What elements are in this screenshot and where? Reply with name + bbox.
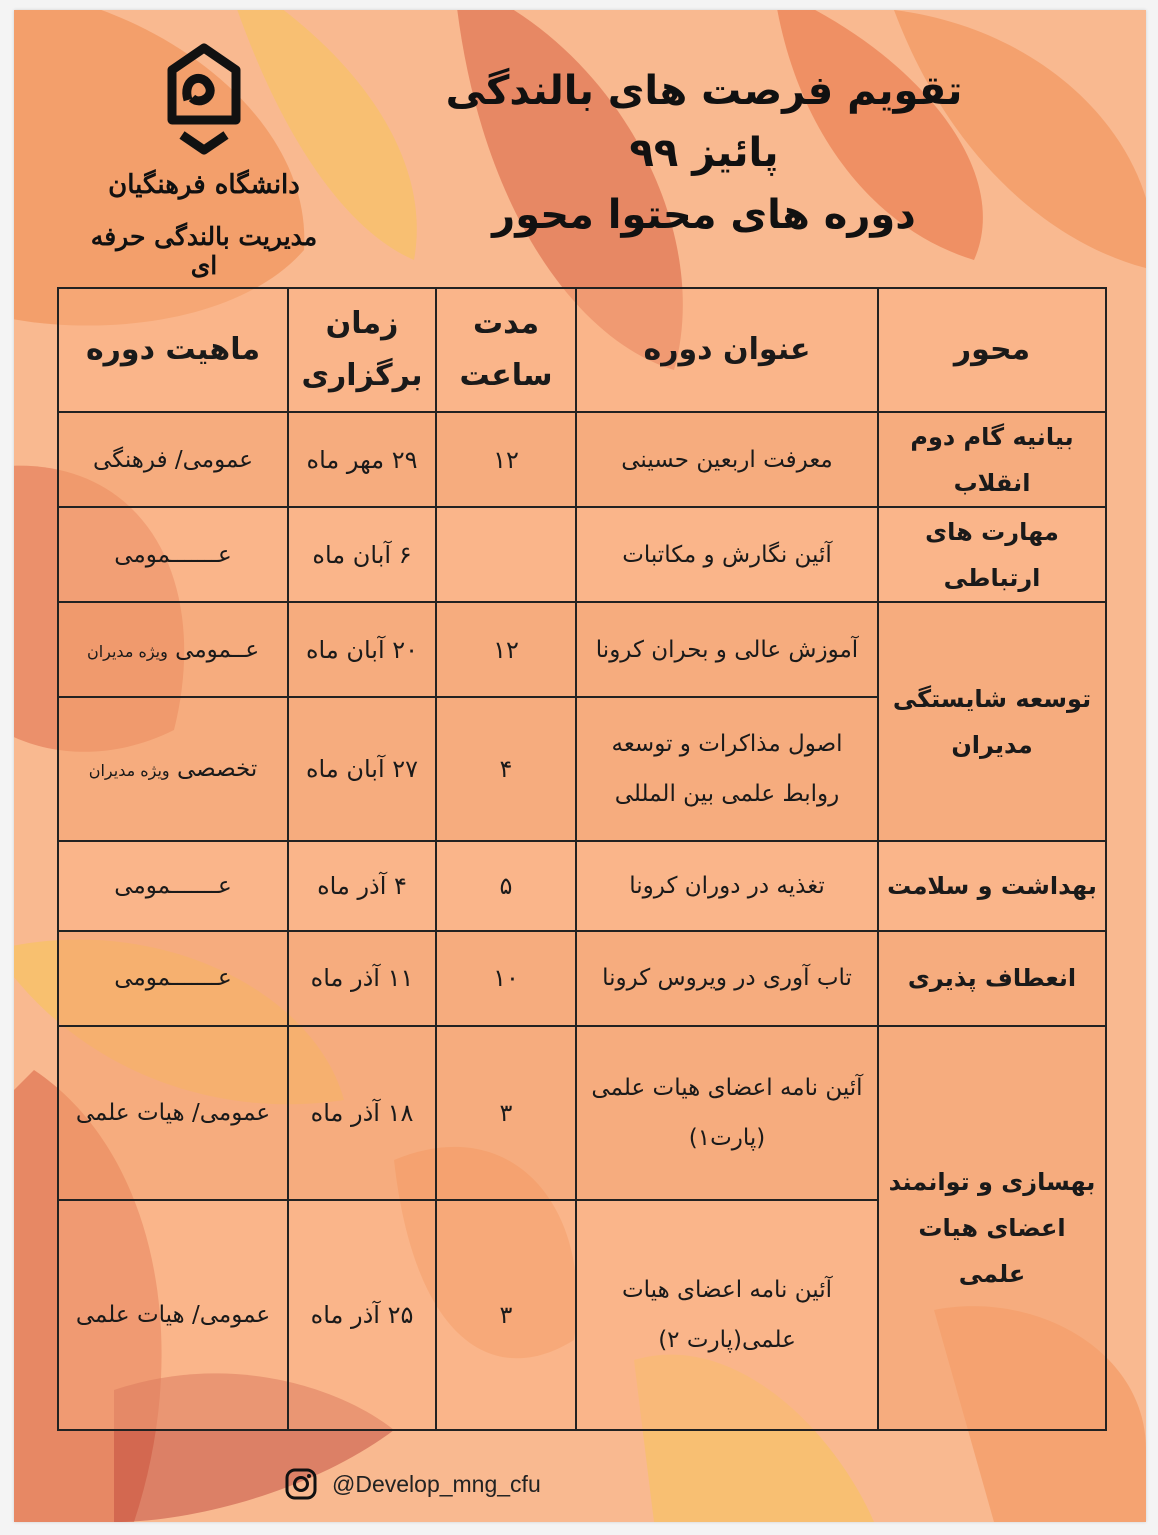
header-duration-line1: مدت	[472, 306, 540, 341]
title-line-2: پائیز ۹۹	[629, 130, 779, 176]
course-title-cell: آموزش عالی و بحران کرونا	[576, 602, 878, 697]
header-duration-line2: ساعت	[459, 358, 553, 393]
date-cell: ۶ آبان ماه	[288, 507, 436, 602]
axis-cell: مهارت های ارتباطی	[878, 507, 1106, 602]
duration-cell: ۳	[436, 1026, 576, 1200]
course-title-cell: تاب آوری در ویروس کرونا	[576, 931, 878, 1025]
nature-cell	[58, 697, 288, 841]
axis-cell: بیانیه گام دوم انقلاب	[878, 412, 1106, 507]
course-title-cell: تغذیه در دوران کرونا	[576, 841, 878, 931]
header-axis: محور	[878, 288, 1106, 412]
table-row	[58, 507, 1106, 602]
nature-cell	[58, 931, 288, 1025]
logo-text-department: مدیریت بالندگی حرفه ای	[90, 222, 318, 280]
nature-text: عـــــــمومی	[114, 965, 232, 992]
nature-subtext: ویژه مدیران	[86, 641, 168, 661]
table-header-row	[58, 288, 1106, 412]
course-title-cell: آئین نامه اعضای هیات علمی(پارت ۲)	[576, 1200, 878, 1430]
header-date-line2: برگزاری	[301, 358, 423, 393]
axis-cell: انعطاف پذیری	[878, 931, 1106, 1025]
duration-cell	[436, 507, 576, 602]
duration-cell: ۱۰	[436, 931, 576, 1025]
duration-cell: ۱۲	[436, 412, 576, 507]
nature-text: عمومی/ هیات علمی	[75, 1301, 271, 1328]
nature-text: عمومی/ فرهنگی	[92, 446, 254, 473]
footer	[284, 1462, 541, 1506]
title-line-3: دوره های محتوا محور	[492, 192, 916, 238]
course-title-cell: آئین نگارش و مکاتبات	[576, 507, 878, 602]
date-cell: ۲۷ آبان ماه	[288, 697, 436, 841]
table-row	[58, 931, 1106, 1025]
date-cell: ۲۹ مهر ماه	[288, 412, 436, 507]
course-title-cell: آئین نامه اعضای هیات علمی (پارت۱)	[576, 1026, 878, 1200]
date-cell: ۴ آذر ماه	[288, 841, 436, 931]
header-duration	[436, 288, 576, 412]
poster	[14, 10, 1146, 1522]
nature-text: عــمومی	[175, 636, 260, 663]
nature-subtext: ویژه مدیران	[88, 761, 170, 781]
courses-table	[57, 287, 1107, 1431]
axis-cell: توسعه شایستگی مدیران	[878, 602, 1106, 841]
instagram-handle[interactable]: @Develop_mng_cfu	[332, 1470, 541, 1497]
nature-text: عمومی/ هیات علمی	[75, 1099, 271, 1126]
duration-cell: ۳	[436, 1200, 576, 1430]
table-row	[58, 1026, 1106, 1200]
table-row	[58, 841, 1106, 931]
header-nature: ماهیت دوره	[58, 288, 288, 412]
header-date	[288, 288, 436, 412]
header-date-line1: زمان	[325, 306, 399, 341]
page-title	[394, 60, 1014, 246]
table-row	[58, 412, 1106, 507]
nature-cell	[58, 602, 288, 697]
table-row	[58, 602, 1106, 697]
course-title-cell: معرفت اربعین حسینی	[576, 412, 878, 507]
axis-cell: بهداشت و سلامت	[878, 841, 1106, 931]
instagram-icon[interactable]	[284, 1467, 318, 1501]
duration-cell: ۵	[436, 841, 576, 931]
course-title-cell: اصول مذاکرات و توسعه روابط علمی بین المللی	[576, 697, 878, 841]
nature-cell	[58, 841, 288, 931]
nature-text: عـــــــمومی	[114, 873, 232, 900]
axis-cell: بهسازی و توانمند اعضای هیات علمی	[878, 1026, 1106, 1430]
date-cell: ۲۰ آبان ماه	[288, 602, 436, 697]
logo-text-university: دانشگاه فرهنگیان	[108, 170, 300, 200]
header-course-title: عنوان دوره	[576, 288, 878, 412]
nature-cell	[58, 1200, 288, 1430]
nature-cell	[58, 507, 288, 602]
date-cell: ۱۸ آذر ماه	[288, 1026, 436, 1200]
date-cell: ۲۵ آذر ماه	[288, 1200, 436, 1430]
nature-text: تخصصی	[176, 756, 258, 783]
nature-cell	[58, 412, 288, 507]
nature-cell	[58, 1026, 288, 1200]
date-cell: ۱۱ آذر ماه	[288, 931, 436, 1025]
duration-cell: ۱۲	[436, 602, 576, 697]
duration-cell: ۴	[436, 697, 576, 841]
title-line-1: تقویم فرصت های بالندگی	[445, 68, 963, 114]
nature-text: عـــــــمومی	[114, 541, 232, 568]
